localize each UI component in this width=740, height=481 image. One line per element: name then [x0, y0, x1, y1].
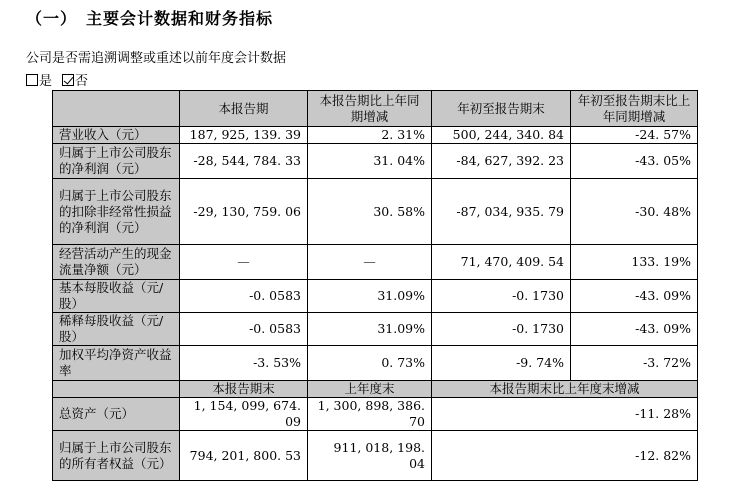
- cell-value: 187, 925, 139. 39: [180, 127, 308, 144]
- cell-value: -24. 57%: [571, 127, 698, 144]
- option-no-label: 否: [75, 74, 89, 89]
- header-cell: 年初至报告期末比上年同期增减: [571, 91, 698, 127]
- cell-value: 133. 19%: [571, 245, 698, 280]
- table-row: [53, 346, 698, 381]
- cell-value: -43. 09%: [571, 280, 698, 313]
- table-row: [53, 280, 698, 313]
- section-heading: （一） 主要会计数据和财务指标: [26, 9, 274, 28]
- header-cell: 本报告期末比上年度末增减: [432, 381, 698, 398]
- restatement-options: [26, 70, 98, 89]
- cell-value: -9. 74%: [432, 346, 571, 381]
- header-cell: 本报告期比上年同期增减: [308, 91, 432, 127]
- table-row: [53, 313, 698, 346]
- cell-value: —: [308, 245, 432, 280]
- row-label: 归属于上市公司股东的净利润（元）: [53, 144, 180, 179]
- table-row: [53, 431, 698, 481]
- header-cell: 本报告期: [180, 91, 308, 127]
- cell-value: -43. 05%: [571, 144, 698, 179]
- cell-value: -11. 28%: [432, 398, 698, 431]
- restatement-question: 公司是否需追溯调整或重述以前年度会计数据: [26, 51, 287, 66]
- table-row: [53, 398, 698, 431]
- cell-value: 31. 04%: [308, 144, 432, 179]
- cell-value: 794, 201, 800. 53: [180, 431, 308, 481]
- row-label: 营业收入（元）: [53, 127, 180, 144]
- table-row: [53, 144, 698, 179]
- cell-value: -43. 09%: [571, 313, 698, 346]
- cell-value: 31.09%: [308, 313, 432, 346]
- header-cell: 年初至报告期末: [432, 91, 571, 127]
- cell-value: 71, 470, 409. 54: [432, 245, 571, 280]
- row-label: 加权平均净资产收益率: [53, 346, 180, 381]
- cell-value: 1, 154, 099, 674. 09: [180, 398, 308, 431]
- cell-value: -87, 034, 935. 79: [432, 179, 571, 245]
- row-label: 经营活动产生的现金流量净额（元）: [53, 245, 180, 280]
- cell-value: 31.09%: [308, 280, 432, 313]
- cell-value: 500, 244, 340. 84: [432, 127, 571, 144]
- header-row: [53, 91, 698, 127]
- row-label: 稀释每股收益（元/股）: [53, 313, 180, 346]
- cell-value: -28, 544, 784. 33: [180, 144, 308, 179]
- cell-value: 911, 018, 198. 04: [308, 431, 432, 481]
- header-cell: [53, 381, 180, 398]
- cell-value: -3. 72%: [571, 346, 698, 381]
- table-row: [53, 127, 698, 144]
- table-row: [53, 245, 698, 280]
- cell-value: -0. 0583: [180, 313, 308, 346]
- cell-value: -0. 1730: [432, 280, 571, 313]
- cell-value: 0. 73%: [308, 346, 432, 381]
- header-cell: 上年度末: [308, 381, 432, 398]
- header-cell: [53, 91, 180, 127]
- cell-value: -30. 48%: [571, 179, 698, 245]
- cell-value: 1, 300, 898, 386. 70: [308, 398, 432, 431]
- financial-indicators-table: [52, 90, 698, 481]
- option-yes-checkbox[interactable]: [26, 74, 38, 86]
- option-no-checkbox[interactable]: [62, 74, 74, 86]
- table-row: [53, 179, 698, 245]
- cell-value: 30. 58%: [308, 179, 432, 245]
- cell-value: -84, 627, 392. 23: [432, 144, 571, 179]
- row-label: 归属于上市公司股东的所有者权益（元）: [53, 431, 180, 481]
- cell-value: -12. 82%: [432, 431, 698, 481]
- row-label: 总资产（元）: [53, 398, 180, 431]
- cell-value: -0. 0583: [180, 280, 308, 313]
- header-row-2: [53, 381, 698, 398]
- cell-value: -0. 1730: [432, 313, 571, 346]
- row-label: 基本每股收益（元/股）: [53, 280, 180, 313]
- row-label: 归属于上市公司股东的扣除非经常性损益的净利润（元）: [53, 179, 180, 245]
- cell-value: —: [180, 245, 308, 280]
- header-cell: 本报告期末: [180, 381, 308, 398]
- option-yes-label: 是: [39, 74, 53, 89]
- cell-value: 2. 31%: [308, 127, 432, 144]
- cell-value: -29, 130, 759. 06: [180, 179, 308, 245]
- cell-value: -3. 53%: [180, 346, 308, 381]
